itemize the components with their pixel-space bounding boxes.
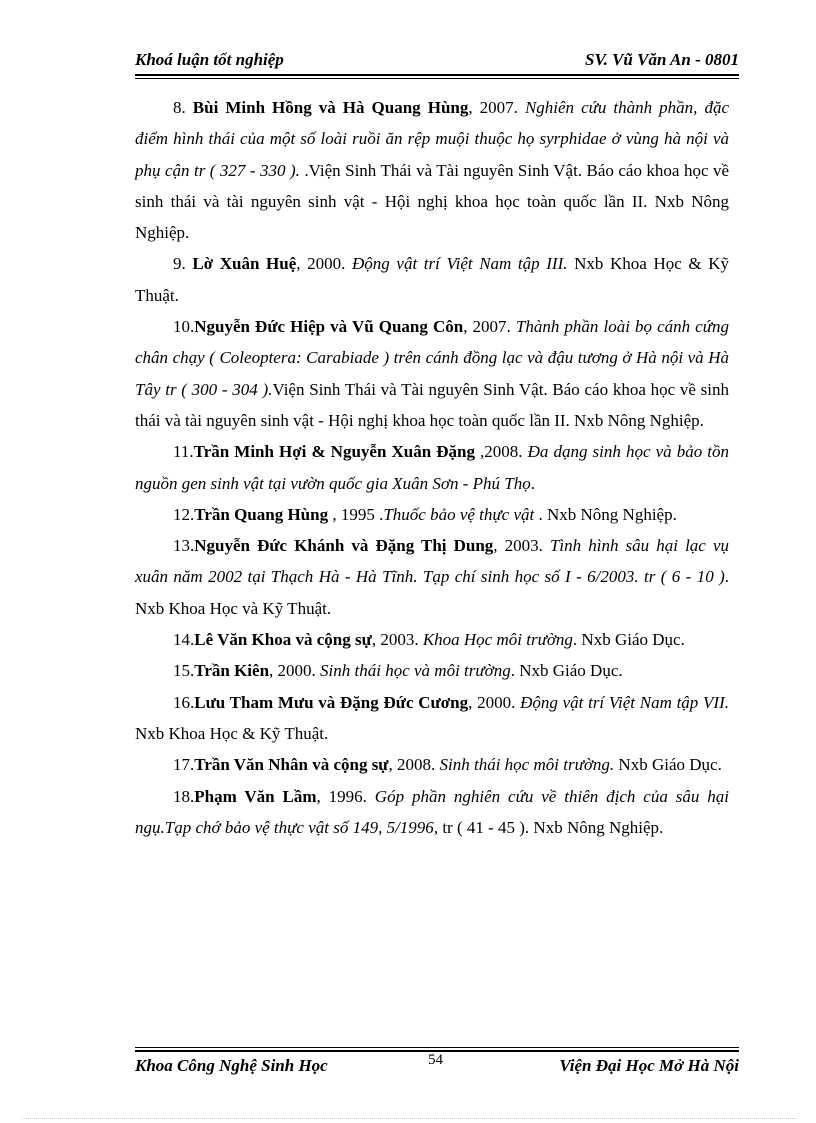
ref-publisher: .Viện Sinh Thái và Tài nguyên Sinh Vật. Báo cáo khoa học về sinh thái và tài nguyên sinh vật - Hội nghị khoa học toàn quốc lần II. Nxb Nông Nghiệp. [135,160,730,243]
reference-item-10 [135,311,729,436]
header-thesis-label: Khoá luận tốt nghiệp [135,50,284,69]
ref-number: 12. [173,504,195,524]
ref-number: 11. [173,442,194,462]
ref-year: , 1996. [316,786,375,806]
ref-authors: Lê Văn Khoa và cộng sự [194,630,372,650]
ref-number: 16. [173,692,195,712]
ref-year: , 2007. [468,98,525,117]
header-student-name: SV. Vũ Văn An - 0801 [584,50,739,69]
ref-authors: Trần Minh Hợi & Nguyễn Xuân Đặng [193,442,475,462]
ref-title: Tình hình sâu hại lạc vụ xuân năm 2002 tại Thạch Hà - Hà Tĩnh. Tạp chí sinh học số I - 6/2003. tr ( 6 - 10 ) [135,536,729,587]
page-number: 54 [428,1052,443,1068]
ref-authors: Bùi Minh Hồng và Hà Quang Hùng [192,98,469,117]
footer-rule-thin [135,1047,739,1048]
ref-year: ,2008. [474,442,528,462]
ref-title: Động vật trí Việt Nam tập III. [352,254,568,274]
reference-list [135,92,729,843]
ref-number: 14. [173,630,195,650]
ref-number: 17. [173,755,195,775]
ref-year: , 2003. [371,630,423,650]
ref-publisher: . [530,473,535,493]
ref-publisher: , tr ( 41 - 45 ). Nxb Nông Nghiệp. [433,817,664,837]
ref-number: 15. [173,661,195,681]
ref-title: Sinh thái học và môi trường [320,661,511,681]
ref-publisher: Nxb Khoa Học & Kỹ Thuật. [135,723,329,743]
reference-item-11 [135,436,729,499]
ref-publisher: . Nxb Giáo Dục. [510,661,623,681]
ref-number: 8. [173,98,193,117]
ref-publisher: . Nxb Giáo Dục. [572,630,685,650]
ref-authors: Nguyễn Đức Khánh và Đặng Thị Dung [194,536,494,556]
reference-item-12 [135,499,729,530]
ref-authors: Lưu Tham Mưu và Đặng Đức Cương [194,692,469,712]
page-footer [135,1052,739,1078]
reference-item-13 [135,530,729,624]
reference-item-15 [135,655,729,686]
reference-item-9 [135,248,729,311]
ref-year: , 1995 . [328,504,384,524]
ref-authors: Trần Quang Hùng [194,504,329,524]
ref-year: , 2000. [296,254,353,274]
ref-number: 13. [173,536,195,556]
ref-authors: Trần Văn Nhân và cộng sự [194,755,389,775]
ref-publisher: Nxb Khoa Học & Kỹ Thuật. [135,254,730,305]
ref-publisher: Nxb Giáo Dục. [614,755,722,775]
page-header [135,48,739,74]
ref-publisher: . Nxb Nông Nghiệp. [534,504,677,524]
ref-title: Đa dạng sinh học và bảo tồn nguồn gen sinh vật tại vườn quốc gia Xuân Sơn - Phú Thọ [135,442,729,493]
footer-faculty: Khoa Công Nghệ Sinh Học [135,1056,328,1075]
header-rule-thin [135,78,739,79]
ref-year: , 2007. [463,317,516,337]
ref-year: , 2008. [388,755,440,775]
ref-title: Thành phần loài bọ cánh cứng chân chạy ( Coleoptera: Carabiade ) trên cánh đồng lạc và đậu tương ở Hà nội và Hà Tây tr ( 300 - 304 ). [135,317,730,399]
ref-authors: Lờ Xuân Huệ [192,254,297,274]
ref-year: , 2000. [269,661,321,681]
ref-number: 9. [173,254,193,274]
ref-authors: Phạm Văn Lầm [194,786,317,806]
reference-item-16 [135,687,729,750]
ref-title: Động vật trí Việt Nam tập VII. [520,692,729,712]
reference-item-18 [135,781,729,844]
header-rule-thick [135,74,739,76]
reference-item-14 [135,624,729,655]
ref-authors: Trần Kiên [194,661,270,681]
ref-title: Khoa Học môi trường [422,630,573,650]
ref-publisher: . Nxb Khoa Học và Kỹ Thuật. [135,567,729,618]
ref-title: Nghiên cứu thành phần, đặc điểm hình thái của một số loài ruồi ăn rệp muội thuộc họ syrphidae ở vùng hà nội và phụ cận tr ( 327 - 330 ). [135,98,730,180]
reference-item-17 [135,749,729,780]
ref-number: 18. [173,786,195,806]
ref-number: 10. [173,317,195,337]
ref-title: Thuốc bảo vệ thực vật [383,504,535,524]
ref-title: Sinh thái học môi trường. [439,755,615,775]
ref-year: , 2000. [468,692,521,712]
ref-publisher: Viện Sinh Thái và Tài nguyên Sinh Vật. Báo cáo khoa học về sinh thái và tài nguyên sinh vật - Hội nghị khoa học toàn quốc lần II. Nxb Nông Nghiệp. [135,379,729,430]
ref-year: , 2003. [493,536,550,556]
ref-title: Góp phần nghiên cứu về thiên địch của sâu hại ngụ.Tạp chớ bảo vệ thực vật số 149, 5/1996 [135,786,729,837]
ref-authors: Nguyễn Đức Hiệp và Vũ Quang Côn [194,317,464,337]
page-bottom-dotted-line [22,1118,797,1119]
footer-institution: Viện Đại Học Mở Hà Nội [559,1056,739,1075]
reference-item-8 [135,92,729,248]
